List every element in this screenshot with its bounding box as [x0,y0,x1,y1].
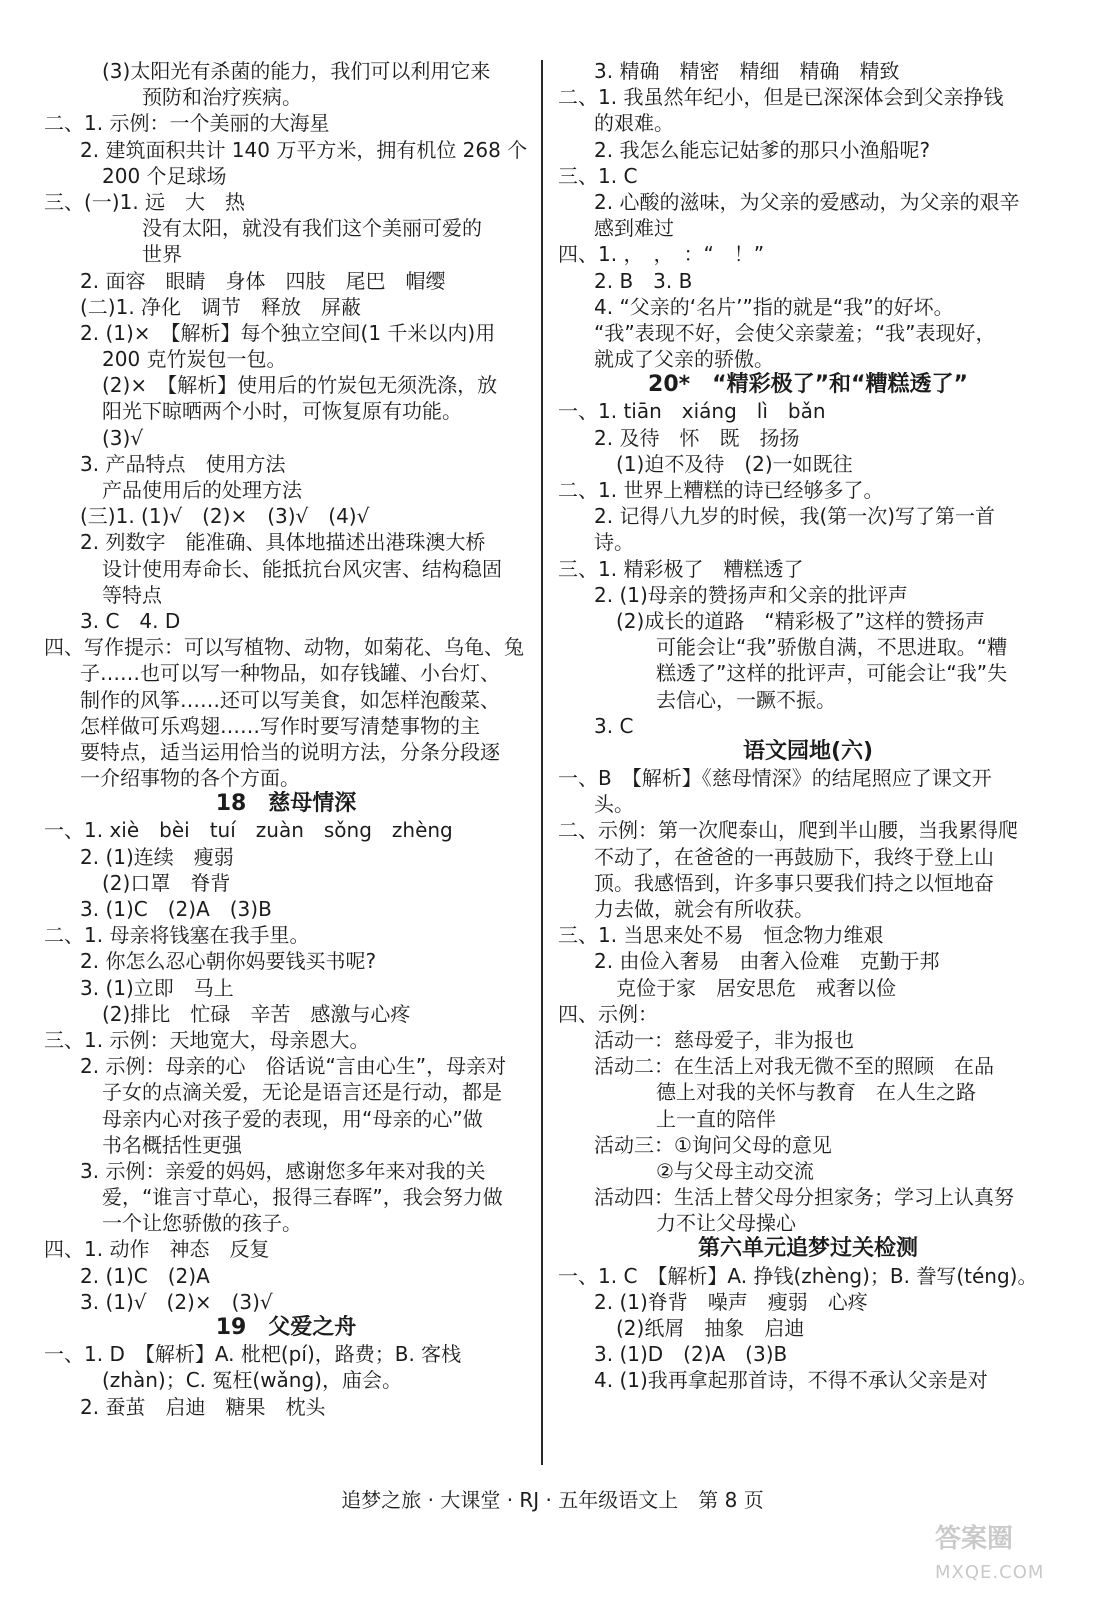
answer-line: 2. 我怎么能忘记姑爹的那只小渔船呢? [594,137,931,162]
answer-line: 3. 精确 精密 精细 精确 精致 [594,59,900,83]
answer-line: 书名概括性更强 [102,1132,242,1157]
answer-line: 爱，“谁言寸草心，报得三春晖”，我会努力做 [102,1185,503,1210]
section-heading: 20* “精彩极了”和“糟糕透了” [648,372,968,398]
answer-line: ②与父母主动交流 [656,1158,814,1183]
answer-line: 2. 及待 怀 既 扬扬 [594,425,800,450]
answer-line: 3. C 4. D [80,608,181,633]
answer-line: 四、示例： [558,1001,658,1026]
answer-line: 就成了父亲的骄傲。 [594,347,774,372]
answer-line: 一、1. D 【解析】A. 枇杷(pí)，路费；B. 客栈 [44,1342,462,1367]
page-footer: 追梦之旅 · 大课堂 · RJ · 五年级语文上 第 8 页 [341,1488,764,1512]
answer-line: 子……也可以写一种物品，如存钱罐、小台灯、 [80,661,500,686]
answer-line: 不动了，在爸爸的一再鼓励下，我终于登上山 [594,844,994,869]
answer-line: 2. 示例：母亲的心 俗话说“言由心生”，母亲对 [80,1054,507,1079]
answer-line: 预防和治疗疾病。 [142,85,302,110]
answer-line: 四、1. ， ， ：“ ！” [558,242,765,267]
answer-line: (2)成长的道路 “精彩极了”这样的赞扬声 [616,608,986,633]
answer-line: 的艰难。 [594,111,674,136]
answer-line: 2. (1)脊背 噪声 瘦弱 心疼 [594,1289,868,1314]
answer-line: 去信心，一蹶不振。 [656,687,836,712]
answer-line: 产品使用后的处理方法 [102,478,302,502]
answer-line: 2. 心酸的滋味，为父亲的爱感动，为父亲的艰辛 [594,189,1020,214]
answer-line: 3. 示例：亲爱的妈妈，感谢您多年来对我的关 [80,1158,486,1183]
answer-line: 2. (1)C (2)A [80,1263,210,1288]
answer-line: 二、1. 我虽然年纪小，但是已深深体会到父亲挣钱 [558,85,1004,110]
answer-line: 等特点 [102,582,162,607]
answer-line: 3. 产品特点 使用方法 [80,451,286,476]
answer-line: 上一直的陪伴 [656,1106,776,1131]
answer-line: (三)1. (1)√ (2)× (3)√ (4)√ [80,504,370,529]
answer-line: 诗。 [594,530,634,555]
answer-line: (2)× 【解析】使用后的竹炭包无须洗涤，放 [102,373,498,398]
answer-line: 制作的风筝……还可以写美食，如怎样泡酸菜、 [80,687,500,712]
answer-line: 活动三：①询问父母的意见 [594,1132,832,1157]
section-heading: 18 慈母情深 [215,791,357,817]
watermark-sub: MXQE.COM [935,1562,1045,1583]
answer-line: (3)太阳光有杀菌的能力，我们可以利用它来 [102,59,491,83]
answer-line: (2)纸屑 抽象 启迪 [616,1316,805,1340]
answer-line: 糕透了”这样的批评声，可能会让“我”失 [656,661,1008,686]
answer-line: 可能会让“我”骄傲自满，不思进取。“糟 [656,635,1008,660]
answer-line: 力去做，就会有所收获。 [594,897,814,921]
answer-line: 四、写作提示：可以写植物、动物，如菊花、乌龟、兔 [44,635,524,660]
answer-line: 2. (1)× 【解析】每个独立空间(1 千米以内)用 [80,320,496,345]
answer-line: 2. (1)连续 瘦弱 [80,844,234,869]
section-heading: 19 父爱之舟 [215,1315,357,1340]
answer-line: 设计使用寿命长、能抵抗台风灾害、结构稳固 [102,556,502,581]
answer-line: 顶。我感悟到，许多事只要我们持之以恒地奋 [594,870,994,895]
answer-line: 2. 记得八九岁的时候，我(第一次)写了第一首 [594,504,996,529]
answer-line: 一、1. xiè bèi tuí zuàn sǒng zhèng [44,818,453,843]
answer-line: 3. (1)立即 马上 [80,975,234,1000]
left-column [44,58,528,1420]
answer-line: 活动二：在生活上对我无微不至的照顾 在品 [594,1054,994,1079]
answer-line: 阳光下晾晒两个小时，可恢复原有功能。 [102,399,462,424]
answer-line: 2. B 3. B [594,268,693,293]
answer-line: (2)排比 忙碌 辛苦 感激与心疼 [102,1001,411,1026]
answer-line: (1)迫不及待 (2)一如既往 [616,451,853,476]
answer-line: 克俭于家 居安思危 戒奢以俭 [616,975,896,1000]
answer-line: 子女的点滴关爱，无论是语言还是行动，都是 [102,1080,502,1105]
answer-line: 一介绍事物的各个方面。 [80,766,300,791]
answer-line: 没有太阳，就没有我们这个美丽可爱的 [142,216,482,241]
section-heading: 语文园地(六) [742,738,874,764]
answer-line: 世界 [142,242,182,267]
answer-line: (2)口罩 脊背 [102,870,231,895]
right-column [558,58,1058,1394]
answer-line: 一、B 【解析】《慈母情深》的结尾照应了课文开 [558,766,992,791]
answer-line: (zhàn)；C. 冤枉(wǎng)，庙会。 [102,1368,402,1393]
answer-line: 二、1. 世界上糟糕的诗已经够多了。 [558,478,884,502]
answer-line: 一个让您骄傲的孩子。 [102,1211,302,1236]
answer-line: 三、1. 当思来处不易 恒念物力维艰 [558,923,884,948]
answer-line: 力不让父母操心 [656,1211,796,1236]
answer-line: 200 克竹炭包一包。 [102,347,287,372]
answer-line: 一、1. tiān xiáng lì bǎn [558,399,826,424]
answer-line: 2. 列数字 能准确、具体地描述出港珠澳大桥 [80,530,486,555]
answer-line: 2. (1)母亲的赞扬声和父亲的批评声 [594,582,908,607]
answer-line: 二、1. 母亲将钱塞在我手里。 [44,923,310,948]
answer-line: 三、1. 示例：天地宽大，母亲恩大。 [44,1027,370,1052]
answer-line: “我”表现不好，会使父亲蒙羞；“我”表现好， [594,320,996,345]
answer-line: 4. (1)我再拿起那首诗，不得不承认父亲是对 [594,1368,988,1393]
section-heading: 第六单元追梦过关检测 [697,1236,918,1262]
answer-line: (二)1. 净化 调节 释放 屏蔽 [80,294,362,319]
answer-line: 二、1. 示例：一个美丽的大海星 [44,111,330,136]
answer-line: 德上对我的关怀与教育 在人生之路 [656,1080,976,1105]
answer-line: 要特点，适当运用恰当的说明方法，分条分段逐 [80,739,500,764]
answer-line: 2. 建筑面积共计 140 万平方米，拥有机位 268 个 [80,137,528,162]
answer-line: 2. 由俭入奢易 由奢入俭难 克勤于邦 [594,949,940,974]
answer-line: 3. (1)D (2)A (3)B [594,1342,788,1367]
answer-line: 活动四：生活上替父母分担家务；学习上认真努 [594,1185,1014,1210]
answer-line: 二、示例：第一次爬泰山，爬到半山腰，当我累得爬 [558,818,1018,843]
watermark-logo [935,1522,1095,1590]
answer-line: 4. “父亲的‘名片’”指的就是“我”的好坏。 [594,294,954,319]
answer-line: 三、1. C [558,163,638,188]
answer-line: 怎样做可乐鸡翅……写作时要写清楚事物的主 [80,713,480,738]
answer-line: 三、(一)1. 远 大 热 [44,189,246,214]
answer-line: 三、1. 精彩极了 糟糕透了 [558,556,804,581]
watermark-main: 答案圈 [935,1524,1014,1554]
answer-line: 四、1. 动作 神态 反复 [44,1237,270,1262]
answer-line: 活动一：慈母爱子，非为报也 [594,1027,854,1052]
answer-line: 母亲内心对孩子爱的表现，用“母亲的心”做 [102,1106,483,1131]
answer-line: 一、1. C 【解析】A. 挣钱(zhèng)；B. 誊写(téng)。 [558,1263,1038,1288]
answer-line: 感到难过 [594,216,674,241]
answer-line: (3)√ [102,425,144,450]
answer-line: 2. 蚕茧 启迪 糖果 枕头 [80,1394,326,1419]
answer-line: 3. (1)C (2)A (3)B [80,897,272,921]
answer-line: 2. 你怎么忍心朝你妈要钱买书呢? [80,949,377,974]
answer-line: 200 个足球场 [102,163,227,188]
answer-line: 2. 面容 眼睛 身体 四肢 尾巴 帽缨 [80,268,446,293]
answer-line: 3. (1)√ (2)× (3)√ [80,1289,273,1314]
column-divider [541,60,543,1465]
answer-line: 3. C [594,713,634,738]
answer-line: 头。 [594,792,634,817]
